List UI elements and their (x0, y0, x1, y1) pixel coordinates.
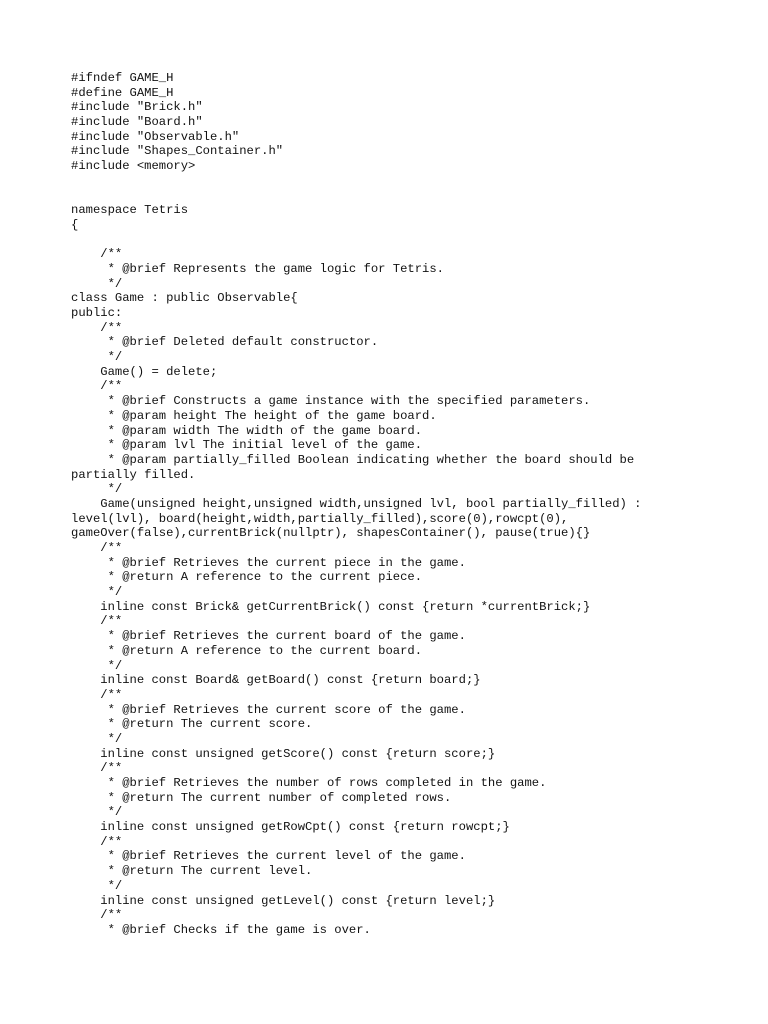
code-line: * @param partially_filled Boolean indicating whether the board should be (71, 452, 635, 467)
code-line: */ (71, 276, 123, 291)
code-line: gameOver(false),currentBrick(nullptr), shapesContainer(), pause(true){} (71, 526, 591, 541)
code-line: /** (71, 320, 123, 335)
code-line: * @brief Constructs a game instance with the specified parameters. (71, 394, 591, 409)
code-line: /** (71, 614, 123, 629)
code-line: #include "Board.h" (71, 115, 203, 130)
code-line (71, 233, 691, 248)
code-line: */ (71, 658, 123, 673)
code-line: namespace Tetris (71, 203, 189, 218)
code-line (71, 174, 691, 189)
code-line: */ (71, 731, 123, 746)
code-line: * @brief Retrieves the current level of the game. (71, 849, 466, 864)
code-line: /** (71, 247, 123, 262)
code-line: * @return The current number of completed rows. (71, 790, 452, 805)
code-line: inline const Brick& getCurrentBrick() const {return *currentBrick;} (71, 599, 591, 614)
code-line: { (71, 217, 79, 232)
code-line: inline const Board& getBoard() const {return board;} (71, 673, 481, 688)
code-line: /** (71, 834, 123, 849)
code-line: * @brief Represents the game logic for Tetris. (71, 261, 444, 276)
code-line: /** (71, 761, 123, 776)
code-line: * @brief Retrieves the number of rows completed in the game. (71, 776, 547, 790)
code-line: * @brief Checks if the game is over. (71, 922, 371, 937)
code-line: * @param height The height of the game board. (71, 408, 437, 423)
code-line: * @return The current level. (71, 864, 313, 879)
code-line: class Game : public Observable{ (71, 291, 298, 306)
code-line: partially filled. (71, 467, 196, 482)
code-line: Game(unsigned height,unsigned width,unsigned lvl, bool partially_filled) : (71, 496, 642, 511)
code-line: * @brief Retrieves the current score of the game. (71, 702, 466, 717)
code-line: */ (71, 482, 123, 497)
code-line: #include <memory> (71, 159, 196, 174)
code-line: */ (71, 585, 123, 600)
code-line: #ifndef GAME_H (71, 71, 174, 85)
code-line: * @brief Deleted default constructor. (71, 335, 379, 350)
code-listing (71, 71, 691, 938)
code-line: * @brief Retrieves the current board of the game. (71, 629, 466, 644)
code-line: * @param lvl The initial level of the game. (71, 438, 423, 453)
code-line: /** (71, 687, 123, 702)
code-line: #include "Observable.h" (71, 129, 240, 144)
code-line: #include "Shapes_Container.h" (71, 144, 284, 159)
code-line: */ (71, 350, 123, 365)
code-line: * @brief Retrieves the current piece in the game. (71, 555, 466, 570)
code-line: */ (71, 878, 123, 893)
code-line: /** (71, 541, 123, 555)
code-line (71, 189, 691, 204)
code-line: #include "Brick.h" (71, 100, 203, 115)
code-line: /** (71, 379, 123, 394)
code-line: level(lvl), board(height,width,partially_filled),score(0),rowcpt(0), (71, 511, 569, 526)
code-line: inline const unsigned getScore() const {return score;} (71, 746, 496, 761)
code-line: * @return The current score. (71, 717, 313, 732)
code-line: inline const unsigned getRowCpt() const {return rowcpt;} (71, 820, 510, 835)
code-line: * @return A reference to the current board. (71, 643, 423, 658)
code-line: public: (71, 306, 123, 320)
code-line: * @param width The width of the game board. (71, 423, 423, 438)
code-line: /** (71, 908, 123, 923)
code-line: * @return A reference to the current piece. (71, 570, 423, 585)
code-line: inline const unsigned getLevel() const {return level;} (71, 893, 496, 908)
code-line: Game() = delete; (71, 364, 218, 379)
code-line: #define GAME_H (71, 85, 174, 100)
code-line: */ (71, 805, 123, 820)
